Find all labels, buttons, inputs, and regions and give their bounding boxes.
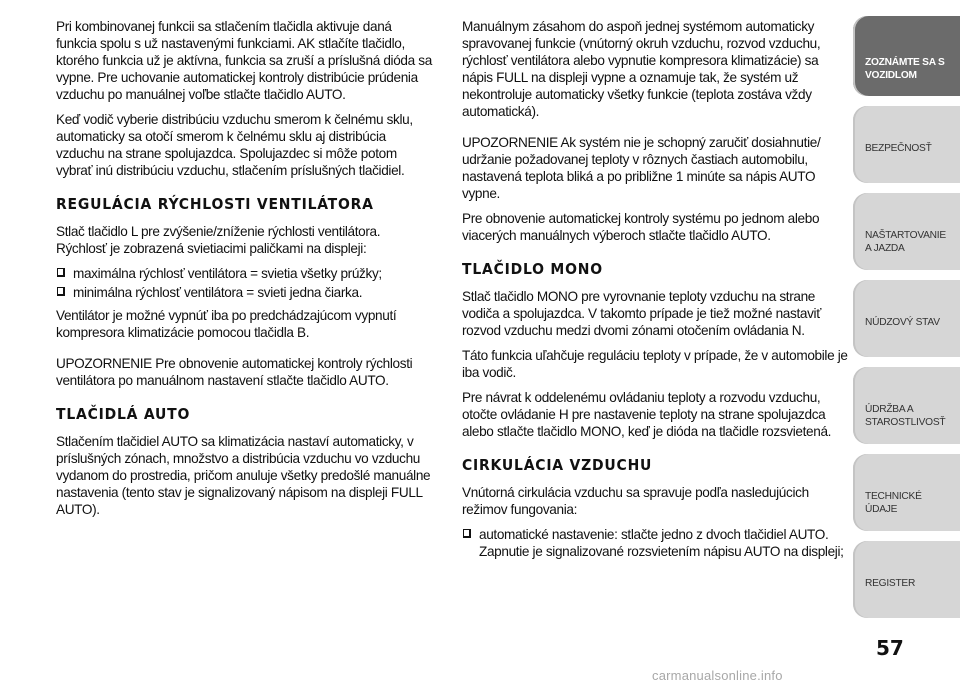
list-item-text: minimálna rýchlosť ventilátora = svieti jedna čiarka. [73,285,363,300]
tab-label: REGISTER [865,578,916,589]
section-heading-fan-speed: REGULÁCIA RÝCHLOSTI VENTILÁTORA [56,195,374,213]
tab-maintenance[interactable] [853,367,960,444]
list-item-text: automatické nastavenie: stlačte jedno z dvoch tlačidiel AUTO. Zapnutie je signalizované rozsvietením nápisu AUTO na displeji; [479,527,844,559]
tab-technical-data[interactable] [853,454,960,531]
paragraph: Stlač tlačidlo L pre zvýšenie/zníženie rýchlosti ventilátora. Rýchlosť je zobrazená svietiacimi paličkami na displeji: [56,224,381,256]
tab-index[interactable] [853,541,960,618]
list-item [56,284,434,301]
watermark: carmanualsonline.info [652,668,783,683]
left-column [56,18,434,526]
paragraph: Pri kombinovanej funkcii sa stlačením tlačidla aktivuje daná funkcia spolu s už nastavenými funkciami. AK stlačíte tlačidlo, ktorého funkcia už je aktívna, funkcia sa zruší a príslušná dióda sa vypne. Pre uchovanie automatickej kontroly distribúcie prúdenia vzduchu po manuálnej voľbe stlačte tlačidlo AUTO. [56,19,432,102]
paragraph: UPOZORNENIE Ak systém nie je schopný zaručiť dosiahnutie/ udržanie požadovanej teploty v rôznych častiach automobilu, nastavená teplota bliká a po približne 1 minúte sa nápis AUTO vypne. [462,135,821,201]
list-item [462,526,848,560]
paragraph: Táto funkcia uľahčuje reguláciu teploty v prípade, že v automobile je iba vodič. [462,348,848,380]
right-column [462,18,848,566]
paragraph: Ventilátor je možné vypnúť iba po predchádzajúcom vypnutí kompresora klimatizácie pomocou tlačidla B. [56,308,397,340]
section-heading-air-circulation: CIRKULÁCIA VZDUCHU [462,456,653,474]
tab-label: NÚDZOVÝ STAV [865,317,940,328]
tab-label: BEZPEČNOSŤ [865,143,932,154]
list-item [56,265,434,282]
tab-getting-to-know-vehicle[interactable] [853,16,960,96]
tab-label: TECHNICKÉ ÚDAJE [865,491,922,515]
tab-label: ZOZNÁMTE SA S VOZIDLOM [865,57,945,81]
tab-safety[interactable] [853,106,960,183]
paragraph: Stlač tlačidlo MONO pre vyrovnanie teploty vzduchu na strane vodiča a spolujazdca. V takomto prípade je tiež možné nastaviť rozvod vzduchu medzi dvomi zónami otočením ovládania N. [462,289,821,338]
section-heading-auto-buttons: TLAČIDLÁ AUTO [56,405,191,423]
paragraph: Keď vodič vyberie distribúciu vzduchu smerom k čelnému sklu, automaticky sa otočí smerom k čelnému sklu aj distribúcia vzduchu na strane spolujazdca. Spolujazdec si môže potom vybrať inú distribúciu vzduchu, stlačením príslušných tlačidiel. [56,112,413,178]
section-heading-mono-button: TLAČIDLO MONO [462,260,603,278]
checkbox-bullet-icon [57,287,65,296]
checkbox-bullet-icon [463,529,471,538]
tab-label: NAŠTARTOVANIE A JAZDA [865,230,946,254]
paragraph: UPOZORNENIE Pre obnovenie automatickej kontroly rýchlosti ventilátora po manuálnom nastavení stlačte tlačidlo AUTO. [56,356,413,388]
list-item-text: maximálna rýchlosť ventilátora = svietia všetky prúžky; [73,266,382,281]
paragraph: Stlačením tlačidiel AUTO sa klimatizácia nastaví automaticky, v príslušných zónach, množstvo a distribúcia vzduchu vo vzduchu vydanom do prostredia, pričom anuluje všetky predošlé manuálne nastavenia (tento stav je signalizovaný nápisom na displeji FULL AUTO). [56,434,431,517]
paragraph: Vnútorná cirkulácia vzduchu sa spravuje podľa nasledujúcich režimov fungovania: [462,485,809,517]
page-number: 57 [876,636,904,660]
chapter-tabs [853,16,960,628]
paragraph: Pre návrat k oddelenému ovládaniu teploty a rozvodu vzduchu, otočte ovládanie H pre nastavenie teploty na strane spolujazdca alebo stlačte tlačidlo MONO, keď je dióda na tlačidle rozsvietená. [462,390,832,439]
checkbox-bullet-icon [57,268,65,277]
tab-label: ÚDRŽBA A STAROSTLIVOSŤ [865,404,946,428]
tab-emergency[interactable] [853,280,960,357]
paragraph: Pre obnovenie automatickej kontroly systému po jednom alebo viacerých manuálnych výberoch stlačte tlačidlo AUTO. [462,211,820,243]
paragraph: Manuálnym zásahom do aspoň jednej systémom automaticky spravovanej funkcie (vnútorný okruh vzduchu, rozvod vzduchu, rýchlosť ventilátora alebo vypnutie kompresora klimatizácie) sa nápis FULL na displeji vypne a oznamuje tak, že systém už nekontroluje automaticky všetky funkcie (teplota zostáva vždy automatická). [462,19,821,119]
tab-starting-driving[interactable] [853,193,960,270]
